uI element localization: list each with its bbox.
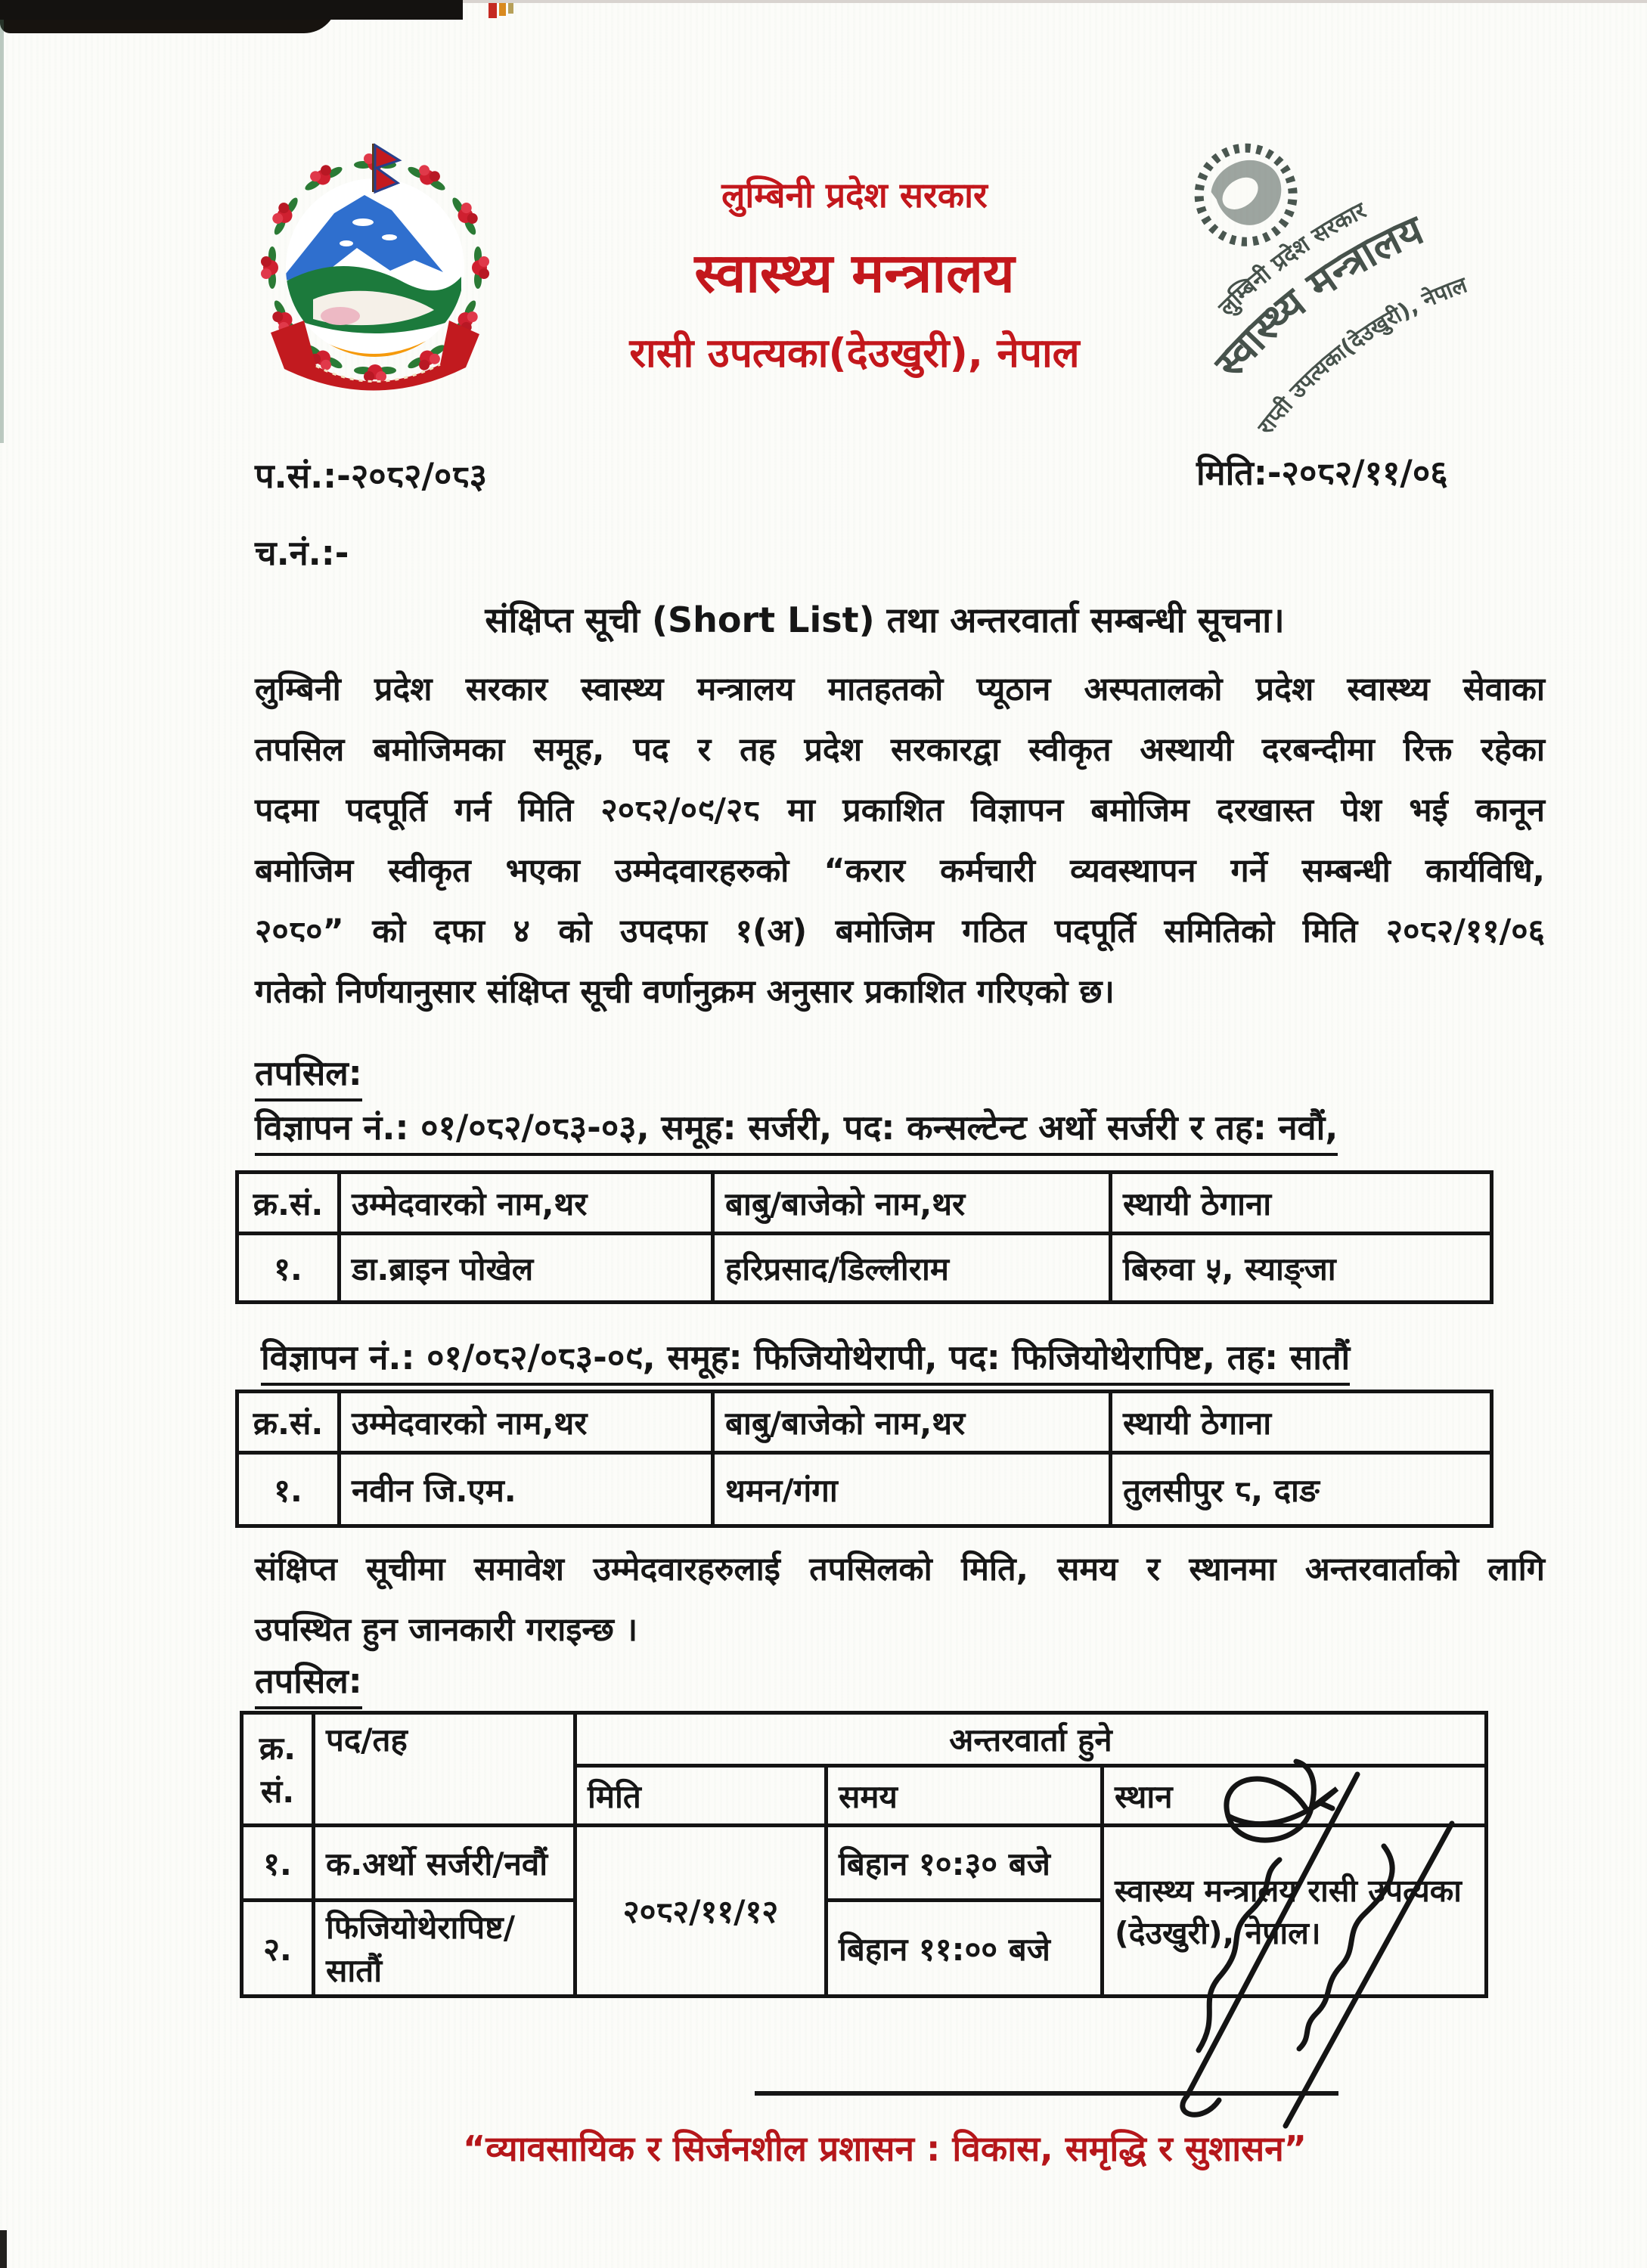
cell-interview-venue: स्वास्थ्य मन्त्रालय रासी उपत्यका (देउखुरी), नेपाल। [1103,1826,1487,1997]
scan-artifact-left-edge [0,20,4,443]
handwritten-signature [1059,1733,1543,2141]
cell-permanent-address: तुलसीपुर ८, दाङ [1111,1453,1492,1526]
cell-interview-date: २०८२/११/१२ [575,1826,827,1997]
cell-candidate-name: डा.ब्राइन पोखेल [340,1234,713,1303]
header-cell-post-level: पद/तह [314,1713,575,1826]
sn-header-line: सं. [260,1773,295,1810]
reference-number: प.सं.:-२०८२/०८३ [255,456,488,496]
ministry-stamp-icon [1090,92,1521,463]
body-line: बमोजिम स्वीकृत भएका उम्मेदवारहरुको “करार कर्मचारी व्यवस्थापन गर्ने सम्बन्धी कार्यविधि, [255,852,1545,890]
cell-sn: १. [237,1234,340,1303]
svg-text:स्वास्थ्य मन्त्रालय: स्वास्थ्य मन्त्रालय [1205,206,1431,387]
body-line: २०८०” को दफा ४ को उपदफा १(अ) बमोजिम गठित पदपूर्ति समितिको मिति २०८२/११/०६ [255,912,1545,950]
header-cell-interview-span: अन्तरवार्ता हुने [575,1713,1487,1766]
cell-post-level: क.अर्थो सर्जरी/नवौं [314,1826,575,1901]
scan-artifact-top-bar [0,0,463,20]
body-line: लुम्बिनी प्रदेश सरकार स्वास्थ्य मन्त्रालय मातहतको प्यूठान अस्पतालको प्रदेश स्वास्थ्य सेवाका [255,671,1545,708]
header-cell-father-grandfather: बाबु/बाजेको नाम,थर [713,1173,1111,1234]
cell-candidate-name: नवीन जि.एम. [340,1453,713,1526]
table-row [237,1234,1492,1303]
cell-sn: १. [242,1826,314,1901]
table-header-row [237,1173,1492,1234]
notice-title: संक्षिप्त सूची (Short List) तथा अन्तरवार्ता सम्बन्धी सूचना। [485,600,1285,640]
header-cell-time: समय [827,1766,1103,1826]
notice-line: संक्षिप्त सूचीमा समावेश उम्मेदवारहरुलाई तपसिलको मिति, समय र स्थानमा अन्तरवार्ताको लागि [255,1551,1545,1588]
cell-sn: २. [242,1901,314,1997]
sn-header-line: क्र. [259,1730,296,1767]
letter-date: मिति:-२०८२/११/०६ [1196,453,1448,493]
table-row [237,1453,1492,1526]
tapasil-label: तपसिल: [255,1049,362,1101]
cell-interview-time: बिहान ११:०० बजे [827,1901,1103,1997]
cell-interview-time: बिहान १०:३० बजे [827,1826,1103,1901]
header-cell-sn: क्र.सं. [237,1392,340,1453]
cell-permanent-address: बिरुवा ५, स्याङ्जा [1111,1234,1492,1303]
advertisement-2-heading: विज्ञापन नं.: ०१/०८२/०८३-०९, समूह: फिजियोथेरापी, पद: फिजियोथेरापिष्ट, तह: सातौं [261,1334,1350,1386]
tapasil-label: तपसिल: [255,1657,362,1709]
header-cell-permanent-address: स्थायी ठेगाना [1111,1392,1492,1453]
body-paragraph [255,659,1545,1022]
header-cell-sn: क्र.सं. [237,1173,340,1234]
letterhead-ministry-line: स्वास्थ्य मन्त्रालय [694,241,1015,305]
interview-notice [255,1539,1545,1660]
header-cell-date: मिति [575,1766,827,1826]
candidate-table-2 [235,1390,1493,1528]
notice-line: उपस्थित हुन जानकारी गराइन्छ । [255,1611,638,1649]
header-cell-permanent-address: स्थायी ठेगाना [1111,1173,1492,1234]
body-line: तपसिल बमोजिमका समूह, पद र तह प्रदेश सरकारद्वा स्वीकृत अस्थायी दरबन्दीमा रिक्त रहेका [255,731,1545,769]
table-header-row [237,1392,1492,1453]
svg-text:राप्ती उपत्यका(देउखुरी), नेपाल: राप्ती उपत्यका(देउखुरी), नेपाल [1252,271,1471,440]
header-cell-candidate-name: उम्मेदवारको नाम,थर [340,1392,713,1453]
cell-sn: १. [237,1453,340,1526]
scan-artifact-top-line [463,0,1647,3]
letterhead-government-line: लुम्बिनी प्रदेश सरकार [721,175,988,215]
cell-father-grandfather: थमन/गंगा [713,1453,1111,1526]
header-cell-candidate-name: उम्मेदवारको नाम,थर [340,1173,713,1234]
header-cell-father-grandfather: बाबु/बाजेको नाम,थर [713,1392,1111,1453]
scan-artifact-bottom-nub [0,2230,7,2268]
candidate-table-1 [235,1170,1493,1304]
body-line: पदमा पदपूर्ति गर्न मिति २०८२/०९/२८ मा प्रकाशित विज्ञापन बमोजिम दरखास्त पेश भई कानून [255,792,1545,829]
header-cell-sn [242,1713,314,1826]
chalani-number: च.नं.:- [255,533,349,573]
header-cell-venue: स्थान [1103,1766,1487,1826]
cell-post-level: फिजियोथेरापिष्ट/सातौं [314,1901,575,1997]
body-line: गतेको निर्णयानुसार संक्षिप्त सूची वर्णानुक्रम अनुसार प्रकाशित गरिएको छ। [255,973,1115,1011]
letterhead-location-line: रासी उपत्यका(देउखुरी), नेपाल [629,330,1080,376]
advertisement-1-heading: विज्ञापन नं.: ०१/०८२/०८३-०३, समूह: सर्जरी, पद: कन्सल्टेन्ट अर्थो सर्जरी र तह: नवौं, [255,1104,1338,1156]
footer-slogan: “व्यावसायिक र सिर्जनशील प्रशासन : विकास, समृद्धि र सुशासन” [463,2128,1307,2169]
cell-father-grandfather: हरिप्रसाद/डिल्लीराम [713,1234,1111,1303]
svg-text:लुम्बिनी प्रदेश सरकार: लुम्बिनी प्रदेश सरकार [1213,197,1371,321]
